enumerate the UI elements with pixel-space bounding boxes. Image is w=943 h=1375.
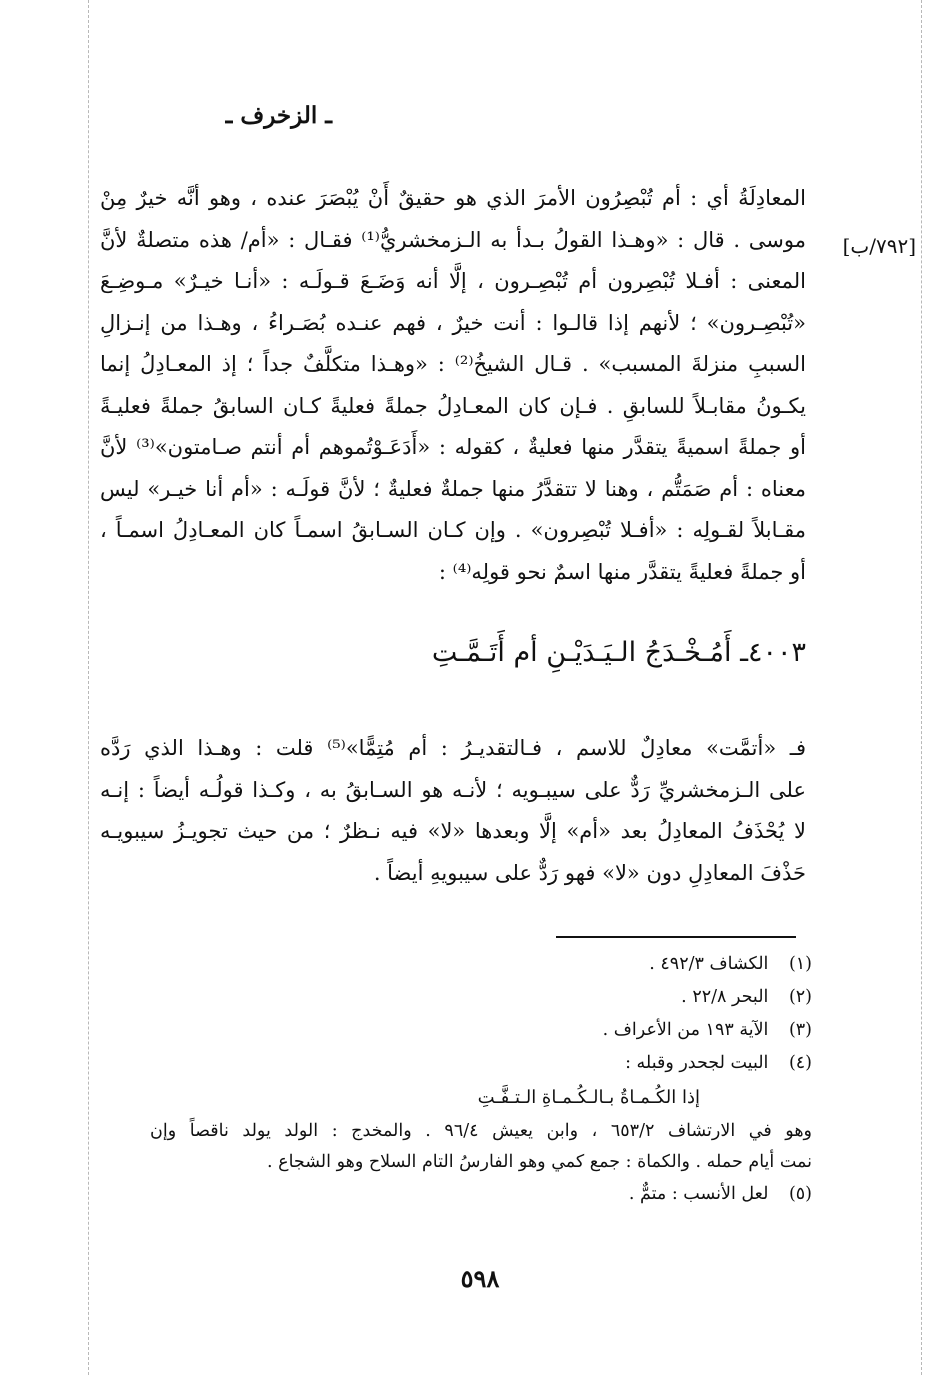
text-line: أو جملةً اسميةً يتقدَّر منها فعليةٌ ، كقوله : «أَدَعَـوْتُموهم أم أنتم صـامتون»⁽³⁾ لأنَّ [100,435,806,459]
left-margin-guide [88,0,89,1375]
footnote-number: (٢) [788,987,812,1007]
footnote-continuation: وهو في الارتشاف ٦٥٣/٢ ، وابن يعيش ٩٦/٤ . والمخدج : الولد يولد ناقصاً وإن [150,1121,812,1141]
right-margin-guide [921,0,922,1375]
footnote-item [150,948,812,981]
text-line: موسى . قال : «وهـذا القولُ بـدأ به الـزمخشريُّ⁽¹⁾ فقـال : «أم/ هذه متصلةٌ لأنَّ [100,227,806,252]
text-line: مقـابلاً لقـولِه : «أفـلا تُبْصِرون» . وإن كـان السـابقُ اسمـاً كان المعـادِلُ اسمـاً ، [100,518,806,542]
footnote-text: البحر ٢٢/٨ . [681,987,769,1007]
main-text-block-2 [100,728,806,894]
text-line: المعنى : أفـلا تُبْصِرون أم تُبْصِـرون ، إلَّا أنه وَضَـعَ قـولَـه : «أنـا خيـرٌ» مـوضِـعَ [100,269,806,293]
text-line: لا يُحْذَفُ المعادِلُ بعد «أم» إلَّا وبعدها «لا» فيه نـظرٌ ؛ من حيث تجويـزُ سيبويـه [100,819,806,843]
footnote-text: لعل الأنسب : متمٌّ . [628,1184,769,1204]
text-line: معناه : أم صَمَتُّم ، وهنا لا تتقدَّرُ منها جملةٌ فعليةٌ ؛ لأنَّ قولَـه : «أم أنا خيـر» ليس [100,476,806,501]
margin-folio-note: [٧٩٢/ب] [842,234,916,258]
running-header: ـ الزخرف ـ [225,102,332,129]
text-line: يكـونُ مقابـلاً للسابقِ . فـإن كان المعـادِلُ جملةً فعليةً كـان السابقُ جملةً فعليـةً [100,393,806,418]
page-number: ٥٩٨ [460,1264,500,1293]
text-line: على الـزمخشريِّ رَدٌّ على سيبـويه ؛ لأنـه هو السـابقُ به ، وكـذا قولُـه أيضاً : إنـه [100,777,806,802]
text-line: المعادِلَةُ أي : أم تُبْصِرُون الأمرَ الذي هو حقيقٌ أَنْ يُبْصَرَ عنده ، وهو أنَّه خيرٌ مِنْ [100,186,806,210]
footnote-separator [556,936,796,938]
footnote-number: (١) [788,954,812,974]
text-line: حَذْفَ المعادِلِ دون «لا» فهو رَدٌّ على سيبويهِ أيضاً . [373,860,806,885]
footnote-continuation: نمت أيام حمله . والكماة : جمع كمي وهو الفارسُ التام السلاح وهو الشجاع . [267,1152,812,1172]
footnote-text: الآية ١٩٣ من الأعراف . [602,1020,769,1040]
footnote-item [150,1178,812,1211]
footnotes [150,948,812,1211]
footnote-item [150,1014,812,1047]
footnote-text: الكشاف ٤٩٢/٣ . [649,954,769,974]
verse-line: ٤٠٠٣ـ أَمُـخْـدَجُ الـيَـدَيْـنِ أم أَتَـمَّـتِ [431,637,806,668]
text-line: فـ «أتمَّت» معادِلٌ للاسم ، فـالتقديـرُ : أم مُتِمًّا»⁽⁵⁾ قلت : وهـذا الذي رَدَّه [100,736,806,760]
text-line: «تُبْصِـرون» ؛ لأنهم إذا قالـوا : أنت خيرٌ ، فهم عنـده بُصَـراءُ ، وهـذا من إنـزالِ [100,310,806,335]
text-line: السببِ منزلةَ المسبب» . قـال الشيخُ⁽²⁾ : «وهـذا متكلَّفٌ جداً ؛ إذ المعـادِلُ إنما [100,352,806,376]
footnote-number: (٤) [788,1053,812,1073]
footnote-poem-line: إذا الكُـمـاةُ بـالـكُـمـاةِ الـتـفَّـتِ [477,1087,700,1108]
footnote-item [150,981,812,1014]
footnote-number: (٥) [788,1184,812,1204]
text-line: أو جملةً فعليةً يتقدَّر منها اسمٌ نحو قولِه⁽⁴⁾ : [438,559,806,584]
footnote-number: (٣) [788,1020,812,1040]
main-text-block-1 [100,178,806,593]
footnote-text: البيت لجحدر وقبله : [625,1053,769,1073]
footnote-item [150,1047,812,1080]
